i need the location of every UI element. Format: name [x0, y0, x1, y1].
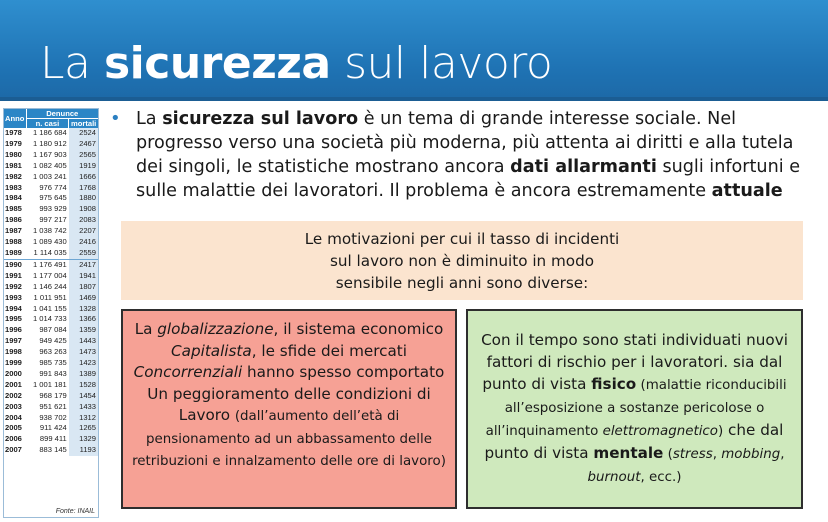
row-year: 1980 [5, 149, 22, 159]
row-cases: 1 001 181 [32, 379, 67, 389]
table-row [4, 237, 98, 248]
row-year: 2004 [5, 412, 22, 422]
table-row [4, 139, 98, 150]
bullet-icon: • [110, 108, 121, 129]
row-year: 1982 [5, 171, 22, 181]
row-year: 1995 [5, 314, 22, 324]
row-year: 1991 [5, 270, 22, 280]
row-cases: 997 217 [39, 215, 67, 225]
table-row [4, 445, 98, 456]
table-row [4, 369, 98, 380]
table-row [4, 183, 98, 194]
bullet-paragraph [110, 107, 822, 203]
row-year: 2006 [5, 434, 22, 444]
bullet-text-3: sugli infortuni e sulle malattie dei lavoratori. Il problema è ancora estremamente [136, 157, 801, 201]
table-row [4, 204, 98, 215]
table-row [4, 282, 98, 293]
row-year: 1992 [5, 281, 22, 291]
left-text-3: , le sfide dei mercati [251, 341, 407, 360]
right-small-4: , [712, 447, 722, 462]
globalization-box [121, 309, 457, 509]
row-year: 2002 [5, 390, 22, 400]
row-year: 1983 [5, 182, 22, 192]
row-year: 1989 [5, 247, 22, 257]
right-small-2: ) [718, 424, 724, 439]
table-row [4, 215, 98, 226]
bullet-bold-1: sicurezza sul lavoro [162, 109, 359, 129]
table-row [4, 150, 98, 161]
row-cases: 963 263 [39, 347, 67, 357]
row-fatal: 1328 [69, 304, 98, 315]
right-small-6: , ecc.) [640, 470, 682, 485]
table-row [4, 380, 98, 391]
table-row [4, 304, 98, 315]
row-fatal: 1389 [69, 369, 98, 380]
row-fatal: 1366 [69, 314, 98, 325]
reasons-intro-box [121, 221, 803, 300]
row-cases: 1 114 035 [33, 247, 67, 257]
right-bold-1: fisico [591, 375, 637, 393]
table-row [4, 193, 98, 204]
row-year: 1981 [5, 160, 22, 170]
row-cases: 987 084 [39, 325, 67, 335]
left-text-1: La [134, 320, 158, 338]
row-cases: 951 621 [39, 401, 67, 411]
header-mortali: mortali [69, 119, 98, 129]
right-small-italic-3: mobbing [721, 447, 781, 462]
title-prefix: La [40, 38, 104, 89]
row-fatal: 1666 [69, 172, 98, 183]
row-fatal: 1941 [69, 271, 98, 282]
row-fatal: 2083 [69, 215, 98, 226]
reasons-line-3: sensibile negli anni sono diverse: [335, 274, 589, 292]
row-fatal: 1528 [69, 380, 98, 391]
table-row [4, 423, 98, 434]
table-row [4, 336, 98, 347]
left-small-note: (dall’aumento dell’età di pensionamento ad un abbassamento delle retribuzioni e innalzamento delle ore di lavoro) [132, 409, 446, 469]
table-row [4, 325, 98, 336]
table-row [4, 271, 98, 282]
row-cases: 1 146 244 [32, 281, 67, 291]
row-cases: 991 843 [39, 368, 67, 378]
right-small-1: (malattie riconducibili all’esposizione a sostanze pericolose o all’inquinamento [485, 378, 787, 439]
row-year: 2001 [5, 379, 22, 389]
injury-statistics-table [3, 108, 99, 518]
title-bar [0, 0, 828, 97]
row-year: 1996 [5, 325, 22, 335]
row-fatal: 1807 [69, 282, 98, 293]
row-cases: 1 082 405 [32, 160, 67, 170]
row-fatal: 1423 [69, 358, 98, 369]
table-body [4, 128, 98, 456]
row-year: 1987 [5, 226, 22, 236]
row-cases: 1 014 733 [32, 314, 67, 324]
header-casi: n. casi [26, 119, 69, 129]
row-fatal: 1473 [69, 347, 98, 358]
row-fatal: 1454 [69, 391, 98, 402]
row-cases: 1 011 951 [33, 292, 67, 302]
left-text-2: , il sistema economico [273, 320, 444, 338]
header-denunce: Denunce [26, 109, 98, 119]
row-fatal: 1193 [69, 445, 98, 456]
row-fatal: 1908 [69, 204, 98, 215]
row-fatal: 1443 [69, 336, 98, 347]
left-text-4: hanno spesso comportato Un peggioramento delle condizioni di Lavoro [147, 363, 445, 424]
row-cases: 1 089 430 [32, 237, 67, 247]
table-row [4, 402, 98, 413]
row-year: 1985 [5, 204, 22, 214]
row-year: 1997 [5, 336, 22, 346]
table-row [4, 248, 98, 259]
row-fatal: 2559 [69, 248, 98, 259]
right-bold-2: mentale [593, 444, 664, 462]
table-row [4, 259, 98, 270]
row-fatal: 2207 [69, 226, 98, 237]
row-cases: 1 038 742 [32, 226, 67, 236]
row-fatal: 1359 [69, 325, 98, 336]
row-fatal: 2416 [69, 237, 98, 248]
table-row [4, 226, 98, 237]
bullet-text-1: La [136, 109, 163, 129]
header-anno: Anno [4, 109, 26, 128]
table-row [4, 293, 98, 304]
bullet-text-2: è un tema di grande interesse sociale. Nel progresso verso una società più moderna, più attenta ai diritti e alla tutela dei singoli, le statistiche mostrano ancora [136, 109, 794, 177]
bullet-bold-2: dati allarmanti [510, 157, 657, 177]
row-year: 2005 [5, 423, 22, 433]
row-year: 2007 [5, 445, 22, 455]
row-cases: 883 145 [39, 445, 67, 455]
row-cases: 911 424 [39, 423, 67, 433]
row-fatal: 1919 [69, 161, 98, 172]
row-cases: 949 425 [39, 336, 67, 346]
row-fatal: 1265 [69, 423, 98, 434]
row-fatal: 2417 [69, 259, 98, 270]
row-year: 1998 [5, 347, 22, 357]
row-cases: 968 179 [39, 390, 67, 400]
table-source: Fonte: INAIL [55, 508, 95, 515]
row-fatal: 2524 [69, 128, 98, 139]
row-fatal: 2565 [69, 150, 98, 161]
row-fatal: 1768 [69, 183, 98, 194]
title-suffix: sul lavoro [330, 38, 553, 89]
row-year: 1994 [5, 303, 22, 313]
row-cases: 1 186 684 [32, 128, 67, 137]
right-small-5: , [780, 447, 785, 462]
table-row [4, 172, 98, 183]
right-small-italic-1: elettromagnetico [602, 424, 718, 439]
row-cases: 985 735 [39, 358, 67, 368]
row-cases: 1 176 491 [26, 259, 69, 270]
row-cases: 1 167 903 [32, 149, 67, 159]
row-year: 2000 [5, 368, 22, 378]
bullet-bold-3: attuale [711, 181, 783, 201]
row-year: 1988 [5, 237, 22, 247]
row-year: 1986 [5, 215, 22, 225]
table-row [4, 358, 98, 369]
right-text-1: Con il tempo sono stati individuati nuovi fattori di rischio per i lavoratori. sia dal punto di vista [481, 331, 788, 393]
row-year: 1978 [5, 128, 22, 137]
row-fatal: 2467 [69, 139, 98, 150]
title-divider [0, 97, 828, 101]
slide-title [40, 38, 552, 89]
row-year: 1993 [5, 292, 22, 302]
row-fatal: 1433 [69, 402, 98, 413]
right-text-2: che dal punto di vista [484, 421, 784, 462]
row-cases: 976 774 [39, 182, 67, 192]
title-bold: sicurezza [103, 38, 331, 89]
right-small-italic-2: stress [672, 447, 713, 462]
row-fatal: 1469 [69, 293, 98, 304]
row-cases: 1 041 155 [32, 303, 67, 313]
right-small-3: ( [663, 447, 673, 462]
main-bullet [110, 107, 822, 203]
row-cases: 938 702 [39, 412, 67, 422]
row-cases: 1 180 912 [32, 138, 67, 148]
left-italic-3: Concorrenziali [133, 363, 243, 381]
table-row [4, 413, 98, 424]
row-cases: 993 929 [39, 204, 67, 214]
table-row [4, 128, 98, 139]
left-italic-1: globalizzazione [157, 320, 274, 338]
table-row [4, 434, 98, 445]
row-year: 1979 [5, 138, 22, 148]
reasons-line-1: Le motivazioni per cui il tasso di incidenti [304, 230, 620, 248]
row-fatal: 1329 [69, 434, 98, 445]
row-cases: 975 645 [39, 193, 67, 203]
table-row [4, 347, 98, 358]
row-fatal: 1880 [69, 193, 98, 204]
right-small-italic-4: burnout [587, 470, 641, 485]
left-italic-2: Capitalista [171, 341, 252, 360]
table-row [4, 391, 98, 402]
row-fatal: 1312 [69, 413, 98, 424]
row-year: 1999 [5, 358, 22, 368]
row-cases: 899 411 [39, 434, 67, 444]
row-cases: 1 177 004 [32, 270, 67, 280]
row-year: 1990 [4, 259, 26, 270]
table-row [4, 161, 98, 172]
row-year: 1984 [5, 193, 22, 203]
risk-factors-box [466, 309, 803, 509]
table-row [4, 314, 98, 325]
reasons-line-2: sul lavoro non è diminuito in modo [329, 252, 595, 270]
row-year: 2003 [5, 401, 22, 411]
row-cases: 1 003 241 [32, 171, 67, 181]
